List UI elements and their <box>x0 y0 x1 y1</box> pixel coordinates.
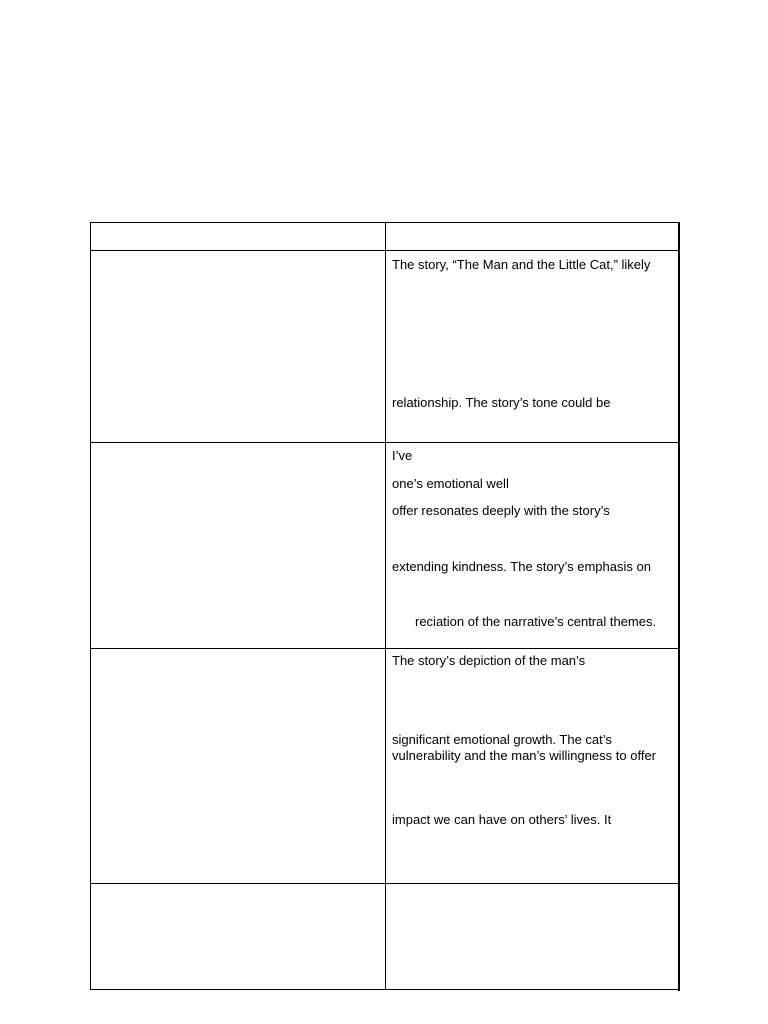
table-cell-left <box>91 649 386 883</box>
cell-text-line: relationship. The story’s tone could be <box>392 395 611 410</box>
table-cell-right <box>386 251 678 442</box>
table-row-header <box>91 223 678 251</box>
table-right-border <box>678 222 680 991</box>
table-cell-right <box>386 649 678 883</box>
cell-text-line: The story, “The Man and the Little Cat,” likely <box>392 257 651 272</box>
cell-text-line: extending kindness. The story’s emphasis on <box>392 559 651 574</box>
cell-text-line: reciation of the narrative’s central themes. <box>415 614 657 629</box>
table-cell-left <box>91 884 386 990</box>
table-cell-left <box>91 223 386 250</box>
table-cell-right <box>386 884 678 990</box>
table-row <box>91 443 678 649</box>
table-row <box>91 649 678 884</box>
cell-text-line: impact we can have on others’ lives. It <box>392 812 612 827</box>
table-cell-left <box>91 443 386 648</box>
table-cell-right <box>386 443 678 648</box>
table-cell-right <box>386 223 678 250</box>
cell-text-line: one’s emotional well <box>392 476 509 491</box>
cell-text-line: I’ve <box>392 448 413 463</box>
table-row <box>91 884 678 990</box>
cell-text-line: The story’s depiction of the man’s <box>392 653 586 668</box>
cell-text-line: significant emotional growth. The cat’s <box>392 732 612 747</box>
document-table <box>90 222 679 990</box>
cell-text-line: offer resonates deeply with the story’s <box>392 503 610 518</box>
cell-text-line: vulnerability and the man’s willingness to offer <box>392 748 656 763</box>
table-row <box>91 251 678 443</box>
table-cell-left <box>91 251 386 442</box>
